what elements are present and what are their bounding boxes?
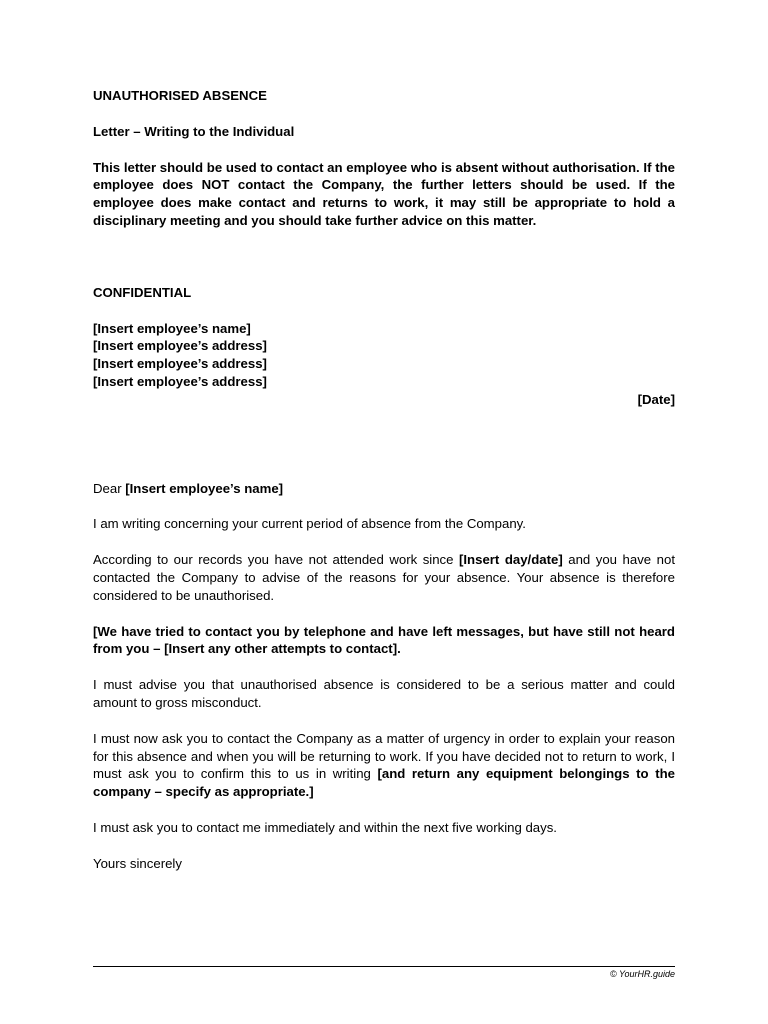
salutation [93,480,675,498]
confidential-heading: CONFIDENTIAL [93,284,192,300]
document-title: UNAUTHORISED ABSENCE [93,88,267,103]
address-line: [Insert employee’s address] [93,338,267,354]
salutation-name: [Insert employee’s name] [125,480,284,496]
footer-divider [93,966,675,967]
paragraph-2-placeholder: [Insert day/date] [459,552,563,568]
paragraph-2-text-b: and you have not contacted the Company to advise of the reasons for your absence. Your absence is therefore considered to be unauthorised. [93,552,675,603]
address-line: [Insert employee’s name] [93,320,251,336]
closing: Yours sincerely [93,855,182,871]
paragraph-1: I am writing concerning your current period of absence from the Company. [93,516,526,532]
document-subtitle: Letter – Writing to the Individual [93,123,295,139]
paragraph-5-text: I must now ask you to contact the Company as a matter of urgency in order to explain your reason for this absence and when you will be returning to work. If you have decided not to return to work, I must ask you to confirm this to us in writing [93,730,675,782]
salutation-prefix: Dear [93,480,126,496]
footer-copyright: © YourHR.guide [609,969,675,979]
paragraph-5-placeholder: [and return any equipment belongings to the company – specify as appropriate.] [93,766,675,800]
paragraph-4: I must advise you that unauthorised absence is considered to be a serious matter and could amount to gross misconduct. [93,677,675,710]
letter-page [93,87,675,873]
address-line: [Insert employee’s address] [93,356,267,372]
paragraph-6: I must ask you to contact me immediately and within the next five working days. [93,819,557,835]
intro-instructions: This letter should be used to contact an employee who is absent without authorisation. If the employee does NOT contact the Company, the further letters should be used. If the employee does make contact and returns to work, it may still be appropriate to hold a disciplinary meeting and you should take further advice on this matter. [93,159,675,228]
paragraph-3: [We have tried to contact you by telephone and have left messages, but have still not heard from you – [Insert any other attempts to contact]. [93,623,675,657]
paragraph-2 [93,551,675,604]
date-placeholder: [Date] [637,391,675,407]
address-line: [Insert employee’s address] [93,373,267,389]
paragraph-5 [93,730,675,801]
address-block [93,320,675,391]
paragraph-2-text-a: According to our records you have not attended work since [93,552,459,568]
